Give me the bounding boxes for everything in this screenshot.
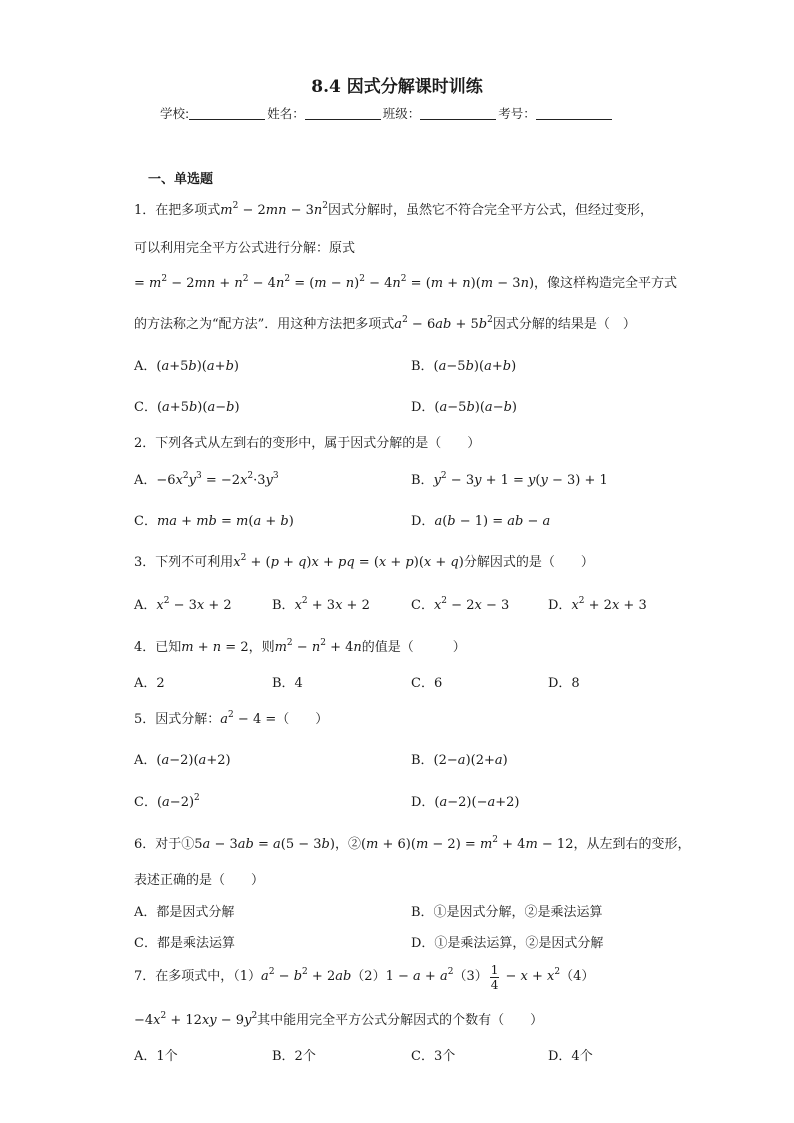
question-1-line-3: = $m^2 - 2mn + n^2 - 4n^2 = (m - n)^2 - 4n^2 = (m + n)(m - 3n)$，像这样构造完全平方式 <box>134 274 678 291</box>
question-5-option-a[interactable]: A．(a−2)(a+2) <box>134 753 231 768</box>
question-6-line-2: 表述正确的是（ ） <box>134 873 265 888</box>
exam-no-blank <box>536 107 612 120</box>
question-6-option-d[interactable]: D．①是乘法运算，②是因式分解 <box>411 936 604 951</box>
question-3-stem: 3．下列不可利用$x^2 + (p + q)x$ + pq = (x + p)(x + q)分解因式的是（ ） <box>134 553 594 570</box>
question-5-stem: 5．因式分解：$a^2 - 4$ =（ ） <box>134 710 329 727</box>
question-4-stem: 4．已知m + n = 2，则$m^2 - n^2 + 4n$的值是（ ） <box>134 638 466 655</box>
question-2-option-b[interactable]: B．$y^2 - 3y + 1 = y(y - 3) + 1$ <box>411 471 608 488</box>
question-1-option-b[interactable]: B．(a−5b)(a+b) <box>411 359 517 374</box>
question-2-option-c[interactable]: C．ma + mb = m(a + b) <box>134 514 294 529</box>
question-4-option-d[interactable]: D．8 <box>548 676 580 691</box>
question-1-option-c[interactable]: C．(a+5b)(a−b) <box>134 400 240 415</box>
question-7-option-a[interactable]: A．1个 <box>134 1049 178 1064</box>
name-blank <box>305 107 381 120</box>
question-2-option-a[interactable]: A．$-6x^2y^3 = -2x^2\cdot 3y^3$ <box>134 471 279 488</box>
question-2-option-d[interactable]: D．a(b − 1) = ab − a <box>411 514 551 529</box>
student-info-line <box>160 104 614 122</box>
fraction-one-quarter: $\frac{1}{4}$ <box>490 963 499 992</box>
question-1-option-a[interactable]: A．(a+5b)(a+b) <box>134 359 239 374</box>
question-6-option-a[interactable]: A．都是因式分解 <box>134 905 235 920</box>
section-title: 一、单选题 <box>148 172 214 187</box>
page-title: 8.4 因式分解课时训练 <box>311 77 483 97</box>
question-3-option-a[interactable]: A．$x^2 - 3x + 2$ <box>134 596 232 613</box>
question-7-option-c[interactable]: C．3个 <box>411 1049 456 1064</box>
question-4-option-c[interactable]: C．6 <box>411 676 443 691</box>
question-6-line-1: 6．对于①5a − 3ab = a(5 − 3b)，②(m + $6)(m - 2) = m^2 + 4m - 12$，从左到右的变形， <box>134 835 691 852</box>
question-4-option-a[interactable]: A．2 <box>134 676 165 691</box>
question-5-option-d[interactable]: D．(a−2)(−a+2) <box>411 795 520 810</box>
class-label: 班级： <box>382 106 421 121</box>
question-6-option-b[interactable]: B．①是因式分解，②是乘法运算 <box>411 905 603 920</box>
exam-no-label: 考号： <box>498 106 536 121</box>
question-7-option-d[interactable]: D．4个 <box>548 1049 593 1064</box>
question-6-option-c[interactable]: C．都是乘法运算 <box>134 936 235 951</box>
question-3-option-d[interactable]: D．$x^2 + 2x + 3$ <box>548 596 647 613</box>
question-1-option-d[interactable]: D．(a−5b)(a−b) <box>411 400 517 415</box>
school-blank <box>189 107 265 120</box>
question-1-line-4: 的方法称之为“配方法”．用这种方法把多项式$a^2 - 6ab + 5b^2$因式分解的结果是（ ） <box>134 315 636 332</box>
question-5-option-b[interactable]: B．(2−a)(2+a) <box>411 753 508 768</box>
name-label: 姓名： <box>267 106 305 121</box>
class-blank <box>420 107 496 120</box>
question-1-line-2: 可以利用完全平方公式进行分解：原式 <box>134 241 356 256</box>
question-7-option-b[interactable]: B．2个 <box>272 1049 316 1064</box>
question-4-option-b[interactable]: B．4 <box>272 676 303 691</box>
school-label: 学校: <box>160 106 190 121</box>
question-2-stem: 2．下列各式从左到右的变形中，属于因式分解的是（ ） <box>134 436 481 451</box>
question-5-option-c[interactable]: C．$(a-2)^2$ <box>134 793 200 810</box>
question-3-option-c[interactable]: C．$x^2 - 2x - 3$ <box>411 596 510 613</box>
question-7-line-2: $-4x^2 + 12xy - 9y^2$其中能用完全平方公式分解因式的个数有（ ） <box>134 1011 544 1028</box>
question-3-option-b[interactable]: B．$x^2 + 3x + 2$ <box>272 596 370 613</box>
question-7-line-1: 7．在多项式中，$(1)a^2 - b^2 + 2ab(2)1 - a + a^2(3)$ $\frac{1}{4}$ − $x + x^2(4)$ <box>134 963 595 992</box>
question-1-line-1: 1．在把多项式$m^2 - 2mn - 3n^2$因式分解时，虽然它不符合完全平方公式，但经过变形， <box>134 201 654 218</box>
